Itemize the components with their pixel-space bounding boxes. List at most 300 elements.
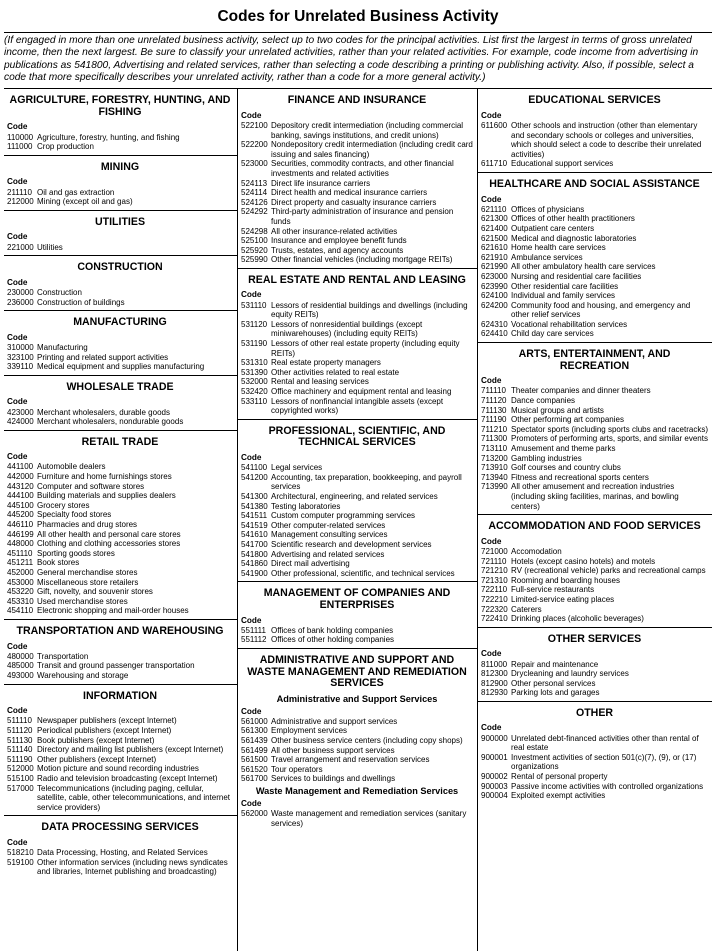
activity-description: Other financial vehicles (including mortgage REITs) — [271, 255, 453, 265]
code-column-header: Code — [481, 376, 502, 386]
activity-code: 448000 — [7, 539, 34, 549]
code-row — [481, 406, 708, 416]
activity-description: Computer and software stores — [37, 481, 145, 491]
activity-code: 713910 — [481, 463, 508, 473]
activity-description: Repair and maintenance — [511, 659, 599, 669]
code-column-header: Code — [241, 799, 262, 809]
code-row — [7, 298, 233, 308]
activity-code: 713110 — [481, 444, 508, 454]
column-middle — [237, 89, 477, 951]
activity-code: 523000 — [241, 159, 268, 169]
activity-description: Clothing and clothing accessories stores — [37, 539, 181, 549]
code-row — [241, 236, 473, 246]
code-row — [241, 530, 473, 540]
activity-code: 111000 — [7, 142, 33, 152]
code-row — [241, 774, 473, 784]
activity-description: Management consulting services — [271, 530, 388, 540]
activity-code: 711110 — [481, 386, 506, 396]
section-title: DATA PROCESSING SERVICES — [41, 821, 199, 834]
activity-code: 711130 — [481, 405, 507, 415]
activity-description: Sporting goods stores — [37, 548, 115, 558]
section-data-processing-services — [4, 816, 237, 880]
code-row — [7, 736, 233, 746]
code-row — [241, 809, 473, 828]
subsection-title: Waste Management and Remediation Services — [255, 786, 459, 797]
activity-code: 561520 — [241, 764, 268, 774]
activity-description: Electronic shopping and mail-order houses — [37, 606, 189, 616]
activity-code: 561439 — [241, 736, 268, 746]
activity-code: 511140 — [7, 745, 33, 755]
activity-code: 623990 — [481, 281, 508, 291]
activity-code: 722110 — [481, 585, 508, 595]
code-row — [7, 243, 233, 253]
activity-description: Other computer-related services — [271, 520, 386, 530]
activity-code: 532000 — [241, 377, 268, 387]
activity-description: Dance companies — [511, 396, 576, 406]
activity-description: Book publishers (except Internet) — [37, 735, 155, 745]
activity-code: 511110 — [7, 716, 32, 726]
code-column-header: Code — [241, 615, 262, 625]
code-row — [481, 482, 708, 511]
activity-code: 532420 — [241, 387, 268, 397]
code-column-header: Code — [481, 194, 502, 204]
section-title: HEALTHCARE AND SOCIAL ASSISTANCE — [489, 177, 700, 190]
code-columns — [4, 89, 712, 951]
section-information — [4, 685, 237, 817]
activity-code: 531310 — [241, 358, 268, 368]
code-row — [7, 417, 233, 427]
activity-code: 621500 — [481, 233, 508, 243]
activity-code: 711300 — [481, 434, 508, 444]
code-row — [241, 559, 473, 569]
column-left — [4, 89, 237, 951]
activity-description: Administrative and support services — [271, 716, 398, 726]
code-row — [481, 282, 708, 292]
code-row — [481, 734, 708, 753]
code-row — [7, 501, 233, 511]
activity-code: 624100 — [481, 291, 508, 301]
activity-code: 443120 — [7, 481, 34, 491]
code-row — [7, 482, 233, 492]
code-row — [7, 142, 233, 152]
activity-code: 900000 — [481, 733, 508, 743]
code-row — [7, 491, 233, 501]
activity-description: Lessors of residential buildings and dwellings (including equity REITs) — [271, 300, 468, 320]
activity-description: Accounting, tax preparation, bookkeeping, and payroll services — [271, 472, 462, 492]
code-row — [241, 521, 473, 531]
code-column-header: Code — [7, 641, 28, 651]
activity-code: 515100 — [7, 773, 34, 783]
activity-code: 446110 — [7, 520, 34, 530]
activity-description: Telecommunications (including paging, cellular, satellite, cable, other telecommunications, and internet service providers) — [37, 783, 230, 812]
code-row — [481, 660, 708, 670]
section-arts-entertainment-and-recreation — [478, 343, 712, 515]
code-row — [481, 214, 708, 224]
code-row — [7, 510, 233, 520]
activity-code: 611600 — [481, 120, 508, 130]
code-row — [241, 765, 473, 775]
activity-description: Other schools and instruction (other than elementary and secondary schools or colleges and universities, which should select a code to describe their unrelated activities) — [511, 120, 702, 159]
activity-description: Architectural, engineering, and related services — [271, 491, 438, 501]
code-row — [241, 320, 473, 339]
activity-description: Nondepository credit intermediation (including credit card issuing and sales financing) — [271, 140, 473, 159]
code-row — [241, 736, 473, 746]
code-row — [481, 791, 708, 801]
activity-code: 623000 — [481, 271, 508, 281]
code-row — [7, 671, 233, 681]
code-row — [481, 224, 708, 234]
activity-description: Office machinery and equipment rental and leasing — [271, 387, 452, 397]
code-column-header: Code — [7, 837, 28, 847]
activity-code: 541380 — [241, 501, 268, 511]
activity-description: Transit and ground passenger transportation — [37, 661, 195, 671]
activity-description: Rental and leasing services — [271, 377, 369, 387]
activity-code: 424000 — [7, 417, 34, 427]
code-row — [241, 179, 473, 189]
code-column-header: Code — [7, 277, 28, 287]
activity-code: 423000 — [7, 407, 34, 417]
activity-description: Insurance and employee benefit funds — [271, 236, 407, 246]
activity-description: Lessors of nonfinancial intangible assets (except copyrighted works) — [271, 396, 444, 416]
code-column-header: Code — [481, 723, 502, 733]
activity-code: 541511 — [241, 511, 268, 521]
code-row — [481, 566, 708, 576]
activity-description: Full-service restaurants — [511, 585, 595, 595]
activity-description: Services to buildings and dwellings — [271, 774, 396, 784]
code-row — [481, 585, 708, 595]
activity-description: Nursing and residential care facilities — [511, 271, 642, 281]
activity-description: Other personal services — [511, 678, 596, 688]
activity-code: 713200 — [481, 453, 508, 463]
code-row — [7, 755, 233, 765]
code-row — [481, 782, 708, 792]
section-title: EDUCATIONAL SERVICES — [528, 94, 661, 107]
activity-code: 323100 — [7, 352, 34, 362]
activity-description: Legal services — [271, 463, 323, 473]
code-row — [7, 472, 233, 482]
activity-code: 713990 — [481, 482, 508, 492]
activity-code: 721310 — [481, 575, 508, 585]
activity-description: Warehousing and storage — [37, 670, 129, 680]
activity-code: 531110 — [241, 300, 267, 310]
code-row — [481, 454, 708, 464]
code-row — [481, 557, 708, 567]
code-column-header: Code — [7, 177, 28, 187]
activity-code: 511190 — [7, 754, 33, 764]
code-row — [241, 159, 473, 178]
code-row — [7, 353, 233, 363]
activity-code: 711120 — [481, 396, 507, 406]
activity-description: Individual and family services — [511, 291, 616, 301]
activity-description: Merchant wholesalers, nondurable goods — [37, 417, 184, 427]
activity-description: Medical equipment and supplies manufacturing — [37, 362, 205, 372]
activity-description: Fitness and recreational sports centers — [511, 472, 649, 482]
code-row — [481, 386, 708, 396]
activity-description: Merchant wholesalers, durable goods — [37, 407, 170, 417]
activity-description: Rooming and boarding houses — [511, 575, 620, 585]
code-row — [241, 121, 473, 140]
code-row — [7, 362, 233, 372]
activity-description: Parking lots and garages — [511, 688, 600, 698]
code-row — [481, 301, 708, 320]
section-title: MINING — [100, 160, 140, 173]
code-row — [241, 635, 473, 645]
activity-code: 812300 — [481, 669, 508, 679]
section-real-estate-and-rental-and-leasing — [238, 269, 477, 420]
code-row — [7, 343, 233, 353]
activity-description: Lessors of other real estate property (including equity REITs) — [271, 339, 460, 358]
activity-description: Community food and housing, and emergency and other relief services — [511, 300, 691, 320]
code-row — [241, 511, 473, 521]
activity-description: Hotels (except casino hotels) and motels — [511, 556, 656, 566]
code-row — [7, 848, 233, 858]
section-mining — [4, 156, 237, 211]
activity-description: Custom computer programming services — [271, 511, 416, 521]
activity-description: Third-party administration of insurance and pension funds — [271, 207, 454, 226]
activity-description: Gift, novelty, and souvenir stores — [37, 587, 153, 597]
activity-description: Theater companies and dinner theaters — [511, 386, 651, 396]
code-row — [241, 368, 473, 378]
activity-description: Building materials and supplies dealers — [37, 491, 176, 501]
activity-description: Waste management and remediation services (sanitary services) — [271, 809, 467, 828]
section-title: OTHER — [575, 706, 614, 719]
code-row — [481, 753, 708, 772]
code-row — [7, 587, 233, 597]
code-row — [7, 539, 233, 549]
code-row — [241, 569, 473, 579]
activity-code: 811000 — [481, 659, 508, 669]
activity-code: 518210 — [7, 848, 34, 858]
code-row — [241, 377, 473, 387]
activity-description: Other business service centers (including copy shops) — [271, 736, 463, 746]
activity-description: Printing and related support activities — [37, 352, 169, 362]
activity-code: 310000 — [7, 342, 34, 352]
code-row — [7, 462, 233, 472]
activity-code: 621910 — [481, 252, 508, 262]
activity-code: 445100 — [7, 500, 34, 510]
section-title: RETAIL TRADE — [81, 435, 159, 448]
section-management-of-companies-and-enterprises — [238, 582, 477, 649]
code-row — [7, 408, 233, 418]
section-title: WHOLESALE TRADE — [66, 380, 174, 393]
activity-code: 541200 — [241, 472, 268, 482]
activity-description: Pharmacies and drug stores — [37, 520, 138, 530]
activity-description: Motion picture and sound recording industries — [37, 764, 199, 774]
code-column-header: Code — [481, 649, 502, 659]
activity-code: 541100 — [241, 463, 268, 473]
code-column-header: Code — [481, 110, 502, 120]
activity-code: 551112 — [241, 635, 267, 645]
activity-description: Mining (except oil and gas) — [37, 197, 133, 207]
activity-description: Grocery stores — [37, 500, 90, 510]
activity-description: General merchandise stores — [37, 568, 138, 578]
code-row — [481, 243, 708, 253]
section-title: UTILITIES — [94, 215, 146, 228]
activity-code: 451110 — [7, 548, 33, 558]
activity-description: Securities, commodity contracts, and other financial investments and related activities — [271, 159, 454, 178]
activity-code: 533110 — [241, 396, 268, 406]
code-row — [241, 755, 473, 765]
section-title: CONSTRUCTION — [77, 261, 163, 274]
code-row — [241, 726, 473, 736]
section-title: FINANCE AND INSURANCE — [287, 94, 427, 107]
section-wholesale-trade — [4, 376, 237, 431]
activity-description: Direct mail advertising — [271, 559, 350, 569]
activity-code: 551111 — [241, 625, 266, 635]
activity-description: Medical and diagnostic laboratories — [511, 233, 637, 243]
activity-description: Real estate property managers — [271, 358, 381, 368]
activity-code: 453310 — [7, 596, 34, 606]
activity-description: Promoters of performing arts, sports, and similar events — [511, 434, 708, 444]
section-manufacturing — [4, 311, 237, 376]
activity-code: 722410 — [481, 614, 508, 624]
code-column-header: Code — [7, 122, 28, 132]
activity-description: All other business support services — [271, 745, 395, 755]
code-row — [241, 255, 473, 265]
section-transportation-and-warehousing — [4, 620, 237, 685]
code-row — [241, 626, 473, 636]
code-row — [241, 246, 473, 256]
code-row — [481, 205, 708, 215]
code-row — [481, 576, 708, 586]
activity-code: 621610 — [481, 243, 508, 253]
activity-description: Periodical publishers (except Internet) — [37, 725, 172, 735]
activity-code: 900003 — [481, 781, 508, 791]
activity-code: 511130 — [7, 735, 33, 745]
code-row — [7, 652, 233, 662]
activity-code: 524126 — [241, 197, 268, 207]
activity-code: 524292 — [241, 207, 268, 217]
activity-description: Accomodation — [511, 546, 562, 556]
activity-code: 711190 — [481, 415, 507, 425]
code-row — [481, 121, 708, 159]
code-row — [481, 291, 708, 301]
activity-code: 562000 — [241, 809, 268, 819]
activity-code: 221000 — [7, 242, 34, 252]
code-row — [241, 198, 473, 208]
code-row — [481, 262, 708, 272]
activity-description: Gambling industries — [511, 453, 582, 463]
activity-code: 517000 — [7, 783, 34, 793]
section-utilities — [4, 211, 237, 256]
code-row — [7, 784, 233, 813]
activity-code: 230000 — [7, 287, 34, 297]
page-title: Codes for Unrelated Business Activity — [4, 2, 712, 33]
code-row — [481, 425, 708, 435]
activity-description: Drycleaning and laundry services — [511, 669, 629, 679]
activity-code: 110000 — [7, 132, 34, 142]
activity-code: 541800 — [241, 549, 268, 559]
code-row — [7, 288, 233, 298]
section-healthcare-and-social-assistance — [478, 173, 712, 343]
activity-code: 480000 — [7, 651, 34, 661]
activity-description: Offices of physicians — [511, 204, 585, 214]
activity-code: 624410 — [481, 329, 508, 339]
code-row — [7, 520, 233, 530]
activity-code: 511120 — [7, 725, 33, 735]
activity-description: Employment services — [271, 726, 348, 736]
code-row — [481, 772, 708, 782]
activity-code: 721110 — [481, 556, 507, 566]
activity-description: Other publishers (except Internet) — [37, 754, 157, 764]
code-row — [241, 746, 473, 756]
code-row — [241, 463, 473, 473]
activity-description: Transportation — [37, 651, 89, 661]
code-row — [481, 669, 708, 679]
section-educational-services — [478, 89, 712, 173]
instructions-paragraph: (If engaged in more than one unrelated business activity, select up to two codes for the principal activities. List first the largest in terms of gross unrelated income, then the next largest. Be sure to classify your unrelated activities, rather than your related activities. For example, code income from advertising in publications as 541800, Advertising and related services, rather than selecting a code describing a printing or publishing activity. Also, if possible, select a code that more specifically describes your unrelated activity, rather than a code for a more general activity.) — [4, 33, 712, 89]
activity-code: 621300 — [481, 214, 508, 224]
activity-description: Miscellaneous store retailers — [37, 577, 139, 587]
activity-code: 453220 — [7, 587, 34, 597]
code-row — [241, 502, 473, 512]
activity-description: Oil and gas extraction — [37, 187, 115, 197]
code-column-header: Code — [241, 110, 262, 120]
activity-code: 452000 — [7, 568, 34, 578]
code-row — [7, 568, 233, 578]
activity-description: RV (recreational vehicle) parks and recreational camps — [511, 566, 706, 576]
activity-code: 519100 — [7, 857, 34, 867]
section-other-services — [478, 628, 712, 702]
code-row — [481, 159, 708, 169]
code-row — [7, 558, 233, 568]
activity-description: Lessors of nonresidential buildings (except miniwarehouses) (including equity REITs) — [271, 319, 423, 339]
activity-description: Spectator sports (including sports clubs and racetracks) — [511, 424, 708, 434]
activity-description: Offices of other health practitioners — [511, 214, 635, 224]
activity-description: Other residential care facilities — [511, 281, 619, 291]
activity-description: Other professional, scientific, and technical services — [271, 568, 455, 578]
activity-description: Agriculture, forestry, hunting, and fishing — [37, 132, 180, 142]
activity-code: 531390 — [241, 367, 268, 377]
activity-description: All other insurance-related activities — [271, 226, 398, 236]
code-row — [7, 133, 233, 143]
code-row — [7, 549, 233, 559]
activity-code: 522100 — [241, 120, 268, 130]
activity-code: 211110 — [7, 187, 32, 197]
activity-code: 236000 — [7, 297, 34, 307]
activity-code: 485000 — [7, 661, 34, 671]
activity-code: 541860 — [241, 559, 268, 569]
section-professional-scientific-and-technical-services — [238, 420, 477, 583]
activity-code: 212000 — [7, 197, 34, 207]
activity-description: Offices of other holding companies — [271, 635, 395, 645]
activity-code: 900001 — [481, 752, 508, 762]
code-row — [241, 473, 473, 492]
activity-code: 524113 — [241, 178, 268, 188]
activity-code: 525100 — [241, 236, 268, 246]
code-row — [481, 679, 708, 689]
activity-description: Other activities related to real estate — [271, 367, 400, 377]
code-row — [481, 234, 708, 244]
subsection-title: Administrative and Support Services — [276, 693, 438, 704]
code-row — [481, 595, 708, 605]
activity-description: Automobile dealers — [37, 462, 106, 472]
activity-description: Construction — [37, 287, 82, 297]
activity-code: 711210 — [481, 424, 508, 434]
activity-description: Scientific research and development services — [271, 539, 432, 549]
code-column-header: Code — [481, 536, 502, 546]
activity-code: 339110 — [7, 362, 34, 372]
code-column-header: Code — [7, 397, 28, 407]
activity-description: Data Processing, Hosting, and Related Services — [37, 848, 208, 858]
activity-code: 624310 — [481, 319, 508, 329]
activity-code: 541300 — [241, 491, 268, 501]
activity-code: 561300 — [241, 726, 268, 736]
code-row — [7, 578, 233, 588]
activity-code: 454110 — [7, 606, 34, 616]
activity-code: 900004 — [481, 791, 508, 801]
activity-description: Tour operators — [271, 764, 323, 774]
